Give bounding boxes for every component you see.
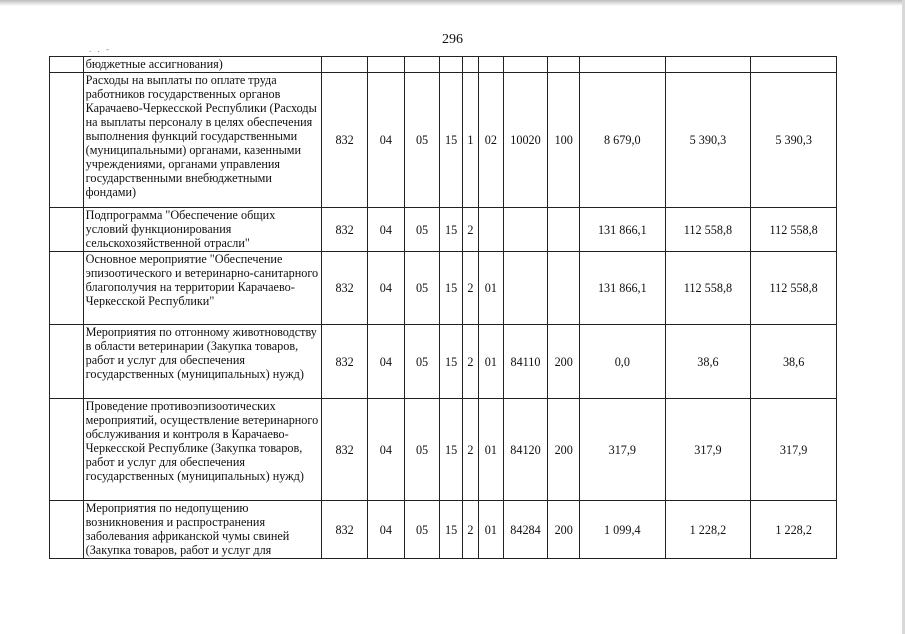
amount-year-2: 38,6: [665, 325, 751, 399]
admin-code: [322, 57, 368, 73]
direction-code: [503, 57, 548, 73]
budget-table: [49, 56, 837, 559]
admin-code: 832: [322, 325, 368, 399]
expense-type-code: [548, 252, 580, 325]
amount-year-3: 1 228,2: [751, 501, 837, 559]
expense-type-code: 200: [548, 501, 580, 559]
page-number: 296: [442, 32, 463, 47]
program-code: [440, 57, 462, 73]
subprogram-code: 2: [462, 325, 478, 399]
subprogram-code: 2: [462, 252, 478, 325]
row-name: Проведение противоэпизоотических мероприятий, осуществление ветеринарного обслуживания и контроля в Карачаево-Черкесской Республике (Закупка товаров, работ и услуг для обеспечения государственных (муниципальных) нужд): [83, 399, 322, 501]
amount-year-2: 317,9: [665, 399, 751, 501]
subsection-code: [404, 57, 440, 73]
table-row: [50, 73, 837, 208]
amount-year-2: 1 228,2: [665, 501, 751, 559]
subsection-code: 05: [404, 252, 440, 325]
section-code: 04: [368, 399, 405, 501]
expense-type-code: 100: [548, 73, 580, 208]
program-code: 15: [440, 73, 462, 208]
amount-year-1: 131 866,1: [580, 252, 666, 325]
program-code: 15: [440, 399, 462, 501]
subprogram-code: [462, 57, 478, 73]
amount-year-3: 38,6: [751, 325, 837, 399]
amount-year-1: 1 099,4: [580, 501, 666, 559]
table-row: [50, 501, 837, 559]
direction-code: 84120: [503, 399, 548, 501]
program-code: 15: [440, 208, 462, 252]
amount-year-2: 112 558,8: [665, 208, 751, 252]
section-code: 04: [368, 252, 405, 325]
amount-year-2: [665, 57, 751, 73]
table-row: [50, 325, 837, 399]
admin-code: 832: [322, 399, 368, 501]
subprogram-code: 1: [462, 73, 478, 208]
expense-type-code: 200: [548, 399, 580, 501]
direction-code: [503, 208, 548, 252]
admin-code: 832: [322, 252, 368, 325]
subsection-code: 05: [404, 73, 440, 208]
section-code: 04: [368, 73, 405, 208]
table-row: [50, 252, 837, 325]
scan-edge-top: [0, 0, 905, 6]
amount-year-3: 317,9: [751, 399, 837, 501]
amount-year-2: 5 390,3: [665, 73, 751, 208]
subsection-code: 05: [404, 399, 440, 501]
margin-cell: [50, 501, 84, 559]
row-name: Основное мероприятие "Обеспечение эпизоотического и ветеринарно-санитарного благополучия на территории Карачаево-Черкесской Республики": [83, 252, 322, 325]
event-code: [479, 57, 503, 73]
row-name: Подпрограмма "Обеспечение общих условий функционирования сельскохозяйственной отрасли": [83, 208, 322, 252]
subsection-code: 05: [404, 325, 440, 399]
row-name: бюджетные ассигнования): [83, 57, 322, 73]
expense-type-code: [548, 208, 580, 252]
event-code: 01: [479, 252, 503, 325]
event-code: 01: [479, 399, 503, 501]
amount-year-1: 0,0: [580, 325, 666, 399]
program-code: 15: [440, 501, 462, 559]
section-code: [368, 57, 405, 73]
amount-year-1: 8 679,0: [580, 73, 666, 208]
amount-year-3: 5 390,3: [751, 73, 837, 208]
amount-year-3: 112 558,8: [751, 208, 837, 252]
margin-cell: [50, 252, 84, 325]
direction-code: [503, 252, 548, 325]
margin-cell: [50, 399, 84, 501]
amount-year-3: 112 558,8: [751, 252, 837, 325]
table-row: [50, 57, 837, 73]
admin-code: 832: [322, 208, 368, 252]
direction-code: 10020: [503, 73, 548, 208]
amount-year-1: 317,9: [580, 399, 666, 501]
section-code: 04: [368, 501, 405, 559]
margin-cell: [50, 325, 84, 399]
row-name: Мероприятия по недопущению возникновения и распространения заболевания африканской чумы свиней (Закупка товаров, работ и услуг для: [83, 501, 322, 559]
subprogram-code: 2: [462, 501, 478, 559]
amount-year-3: [751, 57, 837, 73]
direction-code: 84110: [503, 325, 548, 399]
subprogram-code: 2: [462, 208, 478, 252]
margin-cell: [50, 73, 84, 208]
subprogram-code: 2: [462, 399, 478, 501]
row-name: Мероприятия по отгонному животноводству в области ветеринарии (Закупка товаров, работ и услуг для обеспечения государственных (муниципальных) нужд): [83, 325, 322, 399]
amount-year-1: 131 866,1: [580, 208, 666, 252]
amount-year-1: [580, 57, 666, 73]
amount-year-2: 112 558,8: [665, 252, 751, 325]
scan-mark: . . -: [89, 44, 111, 54]
section-code: 04: [368, 325, 405, 399]
row-name: Расходы на выплаты по оплате труда работников государственных органов Карачаево-Черкесской Республики (Расходы на выплаты персоналу в целях обеспечения выполнения функций государственными (муниципальными) органами, казенными учреждениями, органами управления государственными внебюджетными фондами): [83, 73, 322, 208]
table-row: [50, 399, 837, 501]
event-code: 01: [479, 325, 503, 399]
event-code: 01: [479, 501, 503, 559]
program-code: 15: [440, 325, 462, 399]
subsection-code: 05: [404, 501, 440, 559]
event-code: [479, 208, 503, 252]
direction-code: 84284: [503, 501, 548, 559]
section-code: 04: [368, 208, 405, 252]
program-code: 15: [440, 252, 462, 325]
margin-cell: [50, 208, 84, 252]
margin-cell: [50, 57, 84, 73]
table-row: [50, 208, 837, 252]
subsection-code: 05: [404, 208, 440, 252]
admin-code: 832: [322, 73, 368, 208]
expense-type-code: [548, 57, 580, 73]
expense-type-code: 200: [548, 325, 580, 399]
event-code: 02: [479, 73, 503, 208]
admin-code: 832: [322, 501, 368, 559]
